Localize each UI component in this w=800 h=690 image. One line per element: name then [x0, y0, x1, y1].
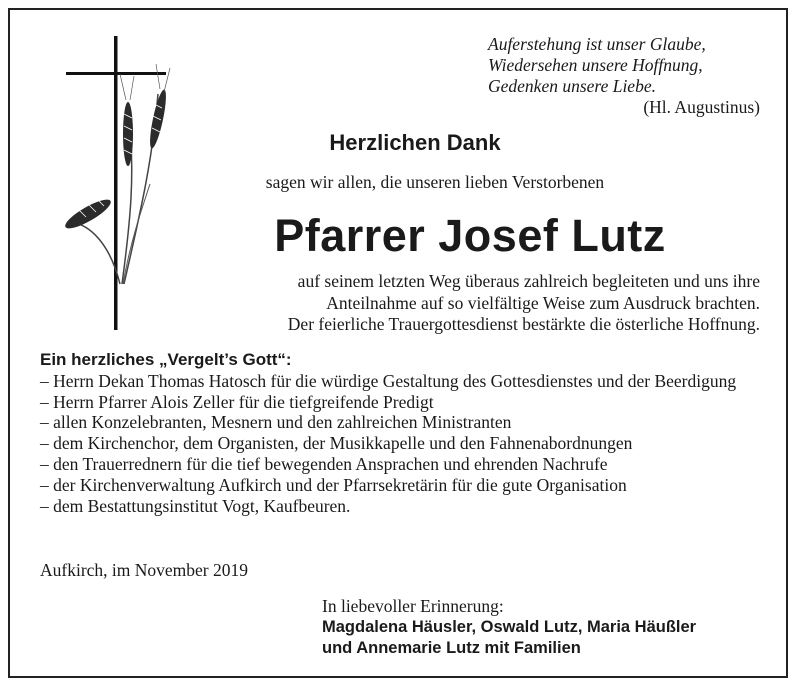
list-item: – dem Bestattungsinstitut Vogt, Kaufbeuren.	[40, 495, 351, 516]
quote-line: Wiedersehen unsere Hoffnung,	[488, 55, 703, 75]
list-item: – den Trauerrednern für die tief bewegenden Ansprachen und ehrenden Nachrufe	[40, 453, 608, 474]
list-item: – dem Kirchenchor, dem Organisten, der Musikkapelle und den Fahnenabordnungen	[40, 433, 633, 454]
list-item: – der Kirchenverwaltung Aufkirch und der Pfarrsekretärin für die gute Organisation	[40, 474, 627, 495]
quote-line: Gedenken unsere Liebe.	[488, 76, 656, 96]
notice-title: Herzlichen Dank	[329, 130, 501, 155]
signoff	[322, 596, 762, 659]
thanks-paragraph	[170, 271, 760, 336]
intro-line: sagen wir allen, die unseren lieben Verstorbenen	[265, 172, 605, 192]
place-date: Aufkirch, im November 2019	[40, 560, 249, 580]
signoff-label: In liebevoller Erinnerung:	[322, 596, 504, 616]
signoff-names: Magdalena Häusler, Oswald Lutz, Maria Häußler	[322, 618, 697, 636]
epigraph-quote	[488, 34, 760, 118]
thanks-list	[40, 371, 760, 517]
paragraph-line: Anteilnahme auf so vielfältige Weise zum Ausdruck brachten.	[326, 292, 760, 313]
quote-line: Auferstehung ist unser Glaube,	[488, 34, 706, 54]
quote-source: (Hl. Augustinus)	[643, 97, 760, 117]
thanks-list-section	[40, 350, 760, 516]
paragraph-line: Der feierliche Trauergottesdienst bestärkte die österliche Hoffnung.	[287, 314, 760, 334]
list-item: – Herrn Dekan Thomas Hatosch für die würdige Gestaltung des Gottesdienstes und der Beerdigung	[40, 370, 737, 391]
list-item: – allen Konzelebranten, Mesnern und den zahlreichen Ministranten	[40, 412, 512, 433]
deceased-name: Pfarrer Josef Lutz	[274, 210, 666, 261]
thanks-heading: Ein herzliches „Vergelt’s Gott“:	[40, 350, 292, 369]
paragraph-line: auf seinem letzten Weg überaus zahlreich begleiteten und uns ihre	[297, 271, 760, 291]
signoff-names: und Annemarie Lutz mit Familien	[322, 639, 581, 657]
list-item: – Herrn Pfarrer Alois Zeller für die tiefgreifende Predigt	[40, 391, 434, 412]
